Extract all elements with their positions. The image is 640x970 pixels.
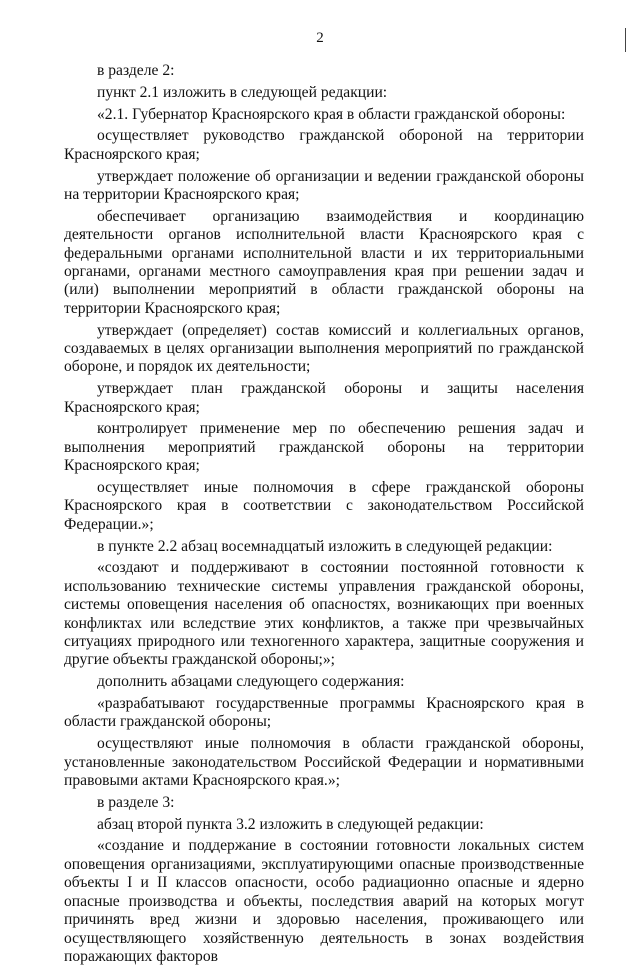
paragraph: контролирует применение мер по обеспечению решения задач и выполнения мероприятий гражданской обороны на территории Красноярского края;: [64, 420, 584, 475]
paragraph: в разделе 2:: [97, 62, 175, 79]
page-number: 2: [316, 30, 324, 46]
paragraph: обеспечивает организацию взаимодействия и координацию деятельности органов исполнительной власти Красноярского края с федеральными органами исполнительной власти и их территориальными органами, органами местного самоуправления края при решении задач и (или) выполнении мероприятий в области гражданской обороны на территории Красноярского края;: [64, 207, 584, 317]
paragraph: «2.1. Губернатор Красноярского края в области гражданской обороны:: [97, 105, 566, 123]
paragraph: абзац второй пункта 3.2 изложить в следующей редакции:: [97, 815, 484, 833]
paragraph: в пункте 2.2 абзац восемнадцатый изложить в следующей редакции:: [97, 537, 553, 555]
paragraph: осуществляет руководство гражданской обороной на территории Красноярского края;: [64, 127, 584, 163]
document-body: [64, 62, 584, 970]
paragraph: «создают и поддерживают в состоянии постоянной готовности к использованию технические системы управления гражданской обороны, системы оповещения населения об опасностях, возникающих при военных конфликтах или вследствие этих конфликтов, а также при чрезвычайных ситуациях природного или техногенного характера, защитные сооружения и другие объекты гражданской обороны;»;: [64, 559, 584, 669]
paragraph: осуществляют иные полномочия в области гражданской обороны, установленные законодательством Российской Федерации и нормативными правовыми актами Красноярского края.»;: [64, 735, 584, 790]
paragraph: утверждает (определяет) состав комиссий и коллегиальных органов, создаваемых в целях организации выполнения мероприятий по гражданской обороне, и порядок их деятельности;: [64, 321, 584, 376]
paragraph: утверждает план гражданской обороны и защиты населения Красноярского края;: [64, 380, 584, 416]
paragraph: осуществляет иные полномочия в сфере гражданской обороны Красноярского края в соответствии с законодательством Российской Федерации.»;: [64, 479, 584, 533]
scan-edge-mark: [625, 28, 626, 52]
paragraph: «разрабатывают государственные программы Красноярского края в области гражданской обороны;: [64, 695, 584, 731]
paragraph: утверждает положение об организации и ведении гражданской обороны на территории Красноярского края;: [64, 167, 584, 203]
paragraph: «создание и поддержание в состоянии готовности локальных систем оповещения организациями, эксплуатирующими опасные производственные объекты I и II классов опасности, особо радиационно опасные и ядерно опасные производства и объекты, последствия аварий на которых могут причинять вред жизни и здоровью населения, проживающего или осуществляющего хозяйственную деятельность в зонах воздействия поражающих факторов: [64, 837, 584, 965]
paragraph: дополнить абзацами следующего содержания:: [97, 673, 405, 691]
paragraph: в разделе 3:: [97, 793, 175, 811]
paragraph: пункт 2.1 изложить в следующей редакции:: [97, 83, 388, 101]
